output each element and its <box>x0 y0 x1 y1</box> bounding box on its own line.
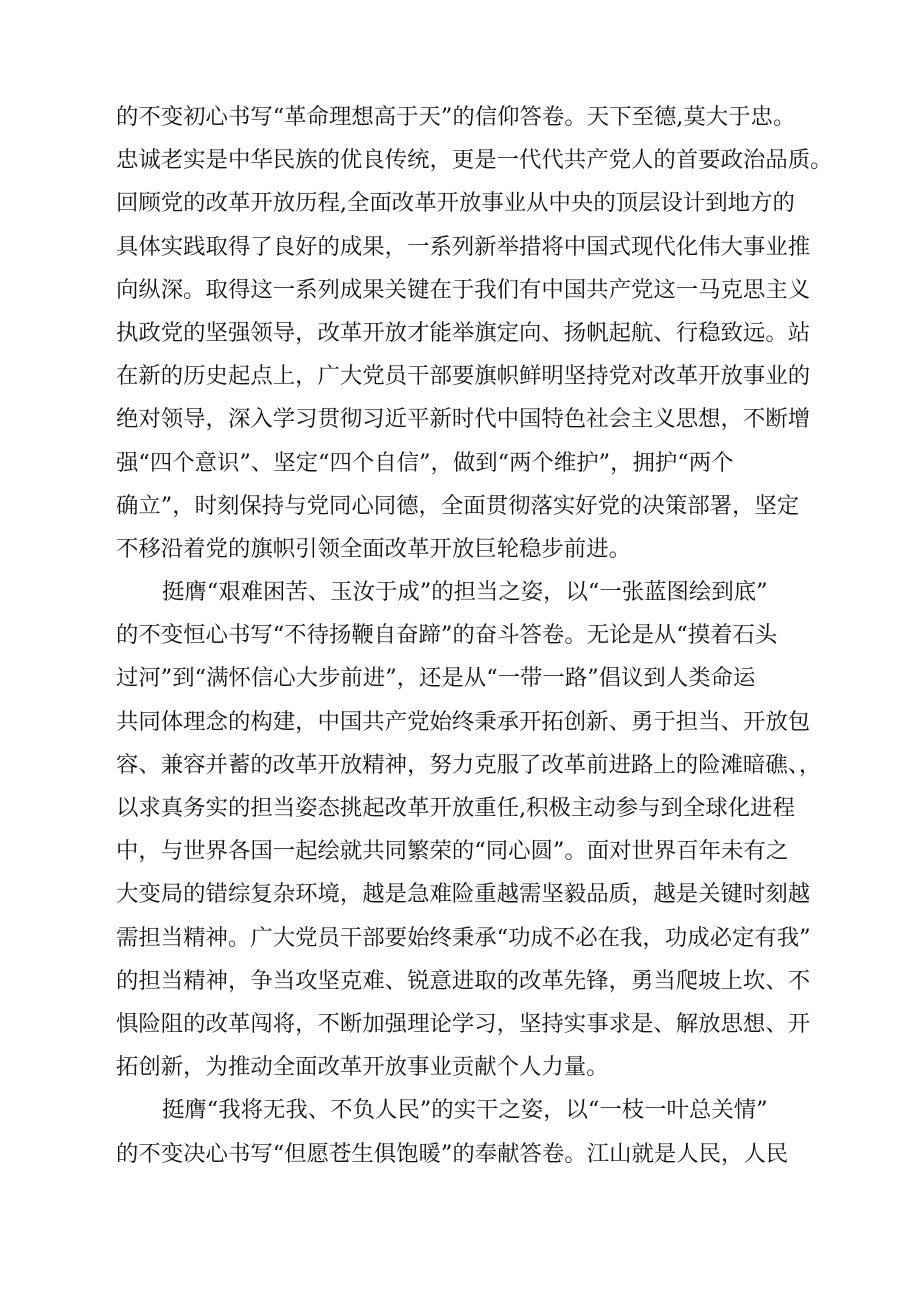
text-line: 不移沿着党的旗帜引领全面改革开放巨轮稳步前进。 <box>116 535 631 562</box>
paragraph-start-line: 挺膺“我将无我、不负人民”的实干之姿，以“一枝一叶总关情” <box>162 1097 768 1124</box>
text-line: 容、兼容并蓄的改革开放精神，努力克服了改革前进路上的险滩暗礁、， <box>116 751 822 778</box>
text-line: 过河”到“满怀信心大步前进”，还是从“一带一路”倡议到人类命运 <box>116 665 756 692</box>
text-line: 的不变恒心书写“不待扬鞭自奋蹄”的奋斗答卷。无论是从“摸着石头 <box>116 622 778 649</box>
text-line: 具体实践取得了良好的成果，一系列新举措将中国式现代化伟大事业推 <box>116 233 811 260</box>
document-body <box>116 96 836 1176</box>
text-line: 拓创新，为推动全面改革开放事业贡献个人力量。 <box>116 1054 609 1081</box>
text-line: 的担当精神，争当攻坚克难、锐意进取的改革先锋，勇当爬坡上坎、不 <box>116 967 811 994</box>
text-line: 绝对领导，深入学习贯彻习近平新时代中国特色社会主义思想，不断增 <box>116 406 811 433</box>
text-line: 向纵深。取得这一系列成果关键在于我们有中国共产党这一马克思主义 <box>116 276 811 303</box>
text-line: 回顾党的改革开放历程,全面改革开放事业从中央的顶层设计到地方的 <box>116 190 795 217</box>
text-line: 大变局的错综复杂环境，越是急难险重越需坚毅品质，越是关键时刻越 <box>116 881 811 908</box>
text-line: 以求真务实的担当姿态挑起改革开放重任,积极主动参与到全球化进程 <box>116 795 795 821</box>
text-line: 强“四个意识”、坚定“四个自信”，做到“两个维护”，拥护“两个 <box>116 449 734 476</box>
text-line: 需担当精神。广大党员干部要始终秉承“功成不必在我，功成必定有我” <box>116 924 811 951</box>
paragraph-start-line: 挺膺“艰难困苦、玉汝于成”的担当之姿，以“一张蓝图绘到底” <box>162 579 768 606</box>
text-line: 惧险阻的改革闯将，不断加强理论学习，坚持实事求是、解放思想、开 <box>116 1010 811 1037</box>
text-line: 在新的历史起点上，广大党员干部要旗帜鲜明坚持党对改革开放事业的 <box>116 363 811 390</box>
text-line: 确立”，时刻保持与党同心同德，全面贯彻落实好党的决策部署，坚定 <box>116 492 800 519</box>
text-line: 执政党的坚强领导，改革开放才能举旗定向、扬帆起航、行稳致远。站 <box>116 319 811 346</box>
text-line: 共同体理念的构建，中国共产党始终秉承开拓创新、勇于担当、开放包 <box>116 708 811 735</box>
text-line: 忠诚老实是中华民族的优良传统，更是一代代共产党人的首要政治品质。 <box>116 147 833 174</box>
text-line: 中，与世界各国一起绘就共同繁荣的“同心圆”。面对世界百年未有之 <box>116 838 789 865</box>
text-line: 的不变决心书写“但愿苍生俱饱暖”的奉献答卷。江山就是人民，人民 <box>116 1140 789 1167</box>
text-line: 的不变初心书写“革命理想高于天”的信仰答卷。天下至德,莫大于忠。 <box>116 104 796 130</box>
